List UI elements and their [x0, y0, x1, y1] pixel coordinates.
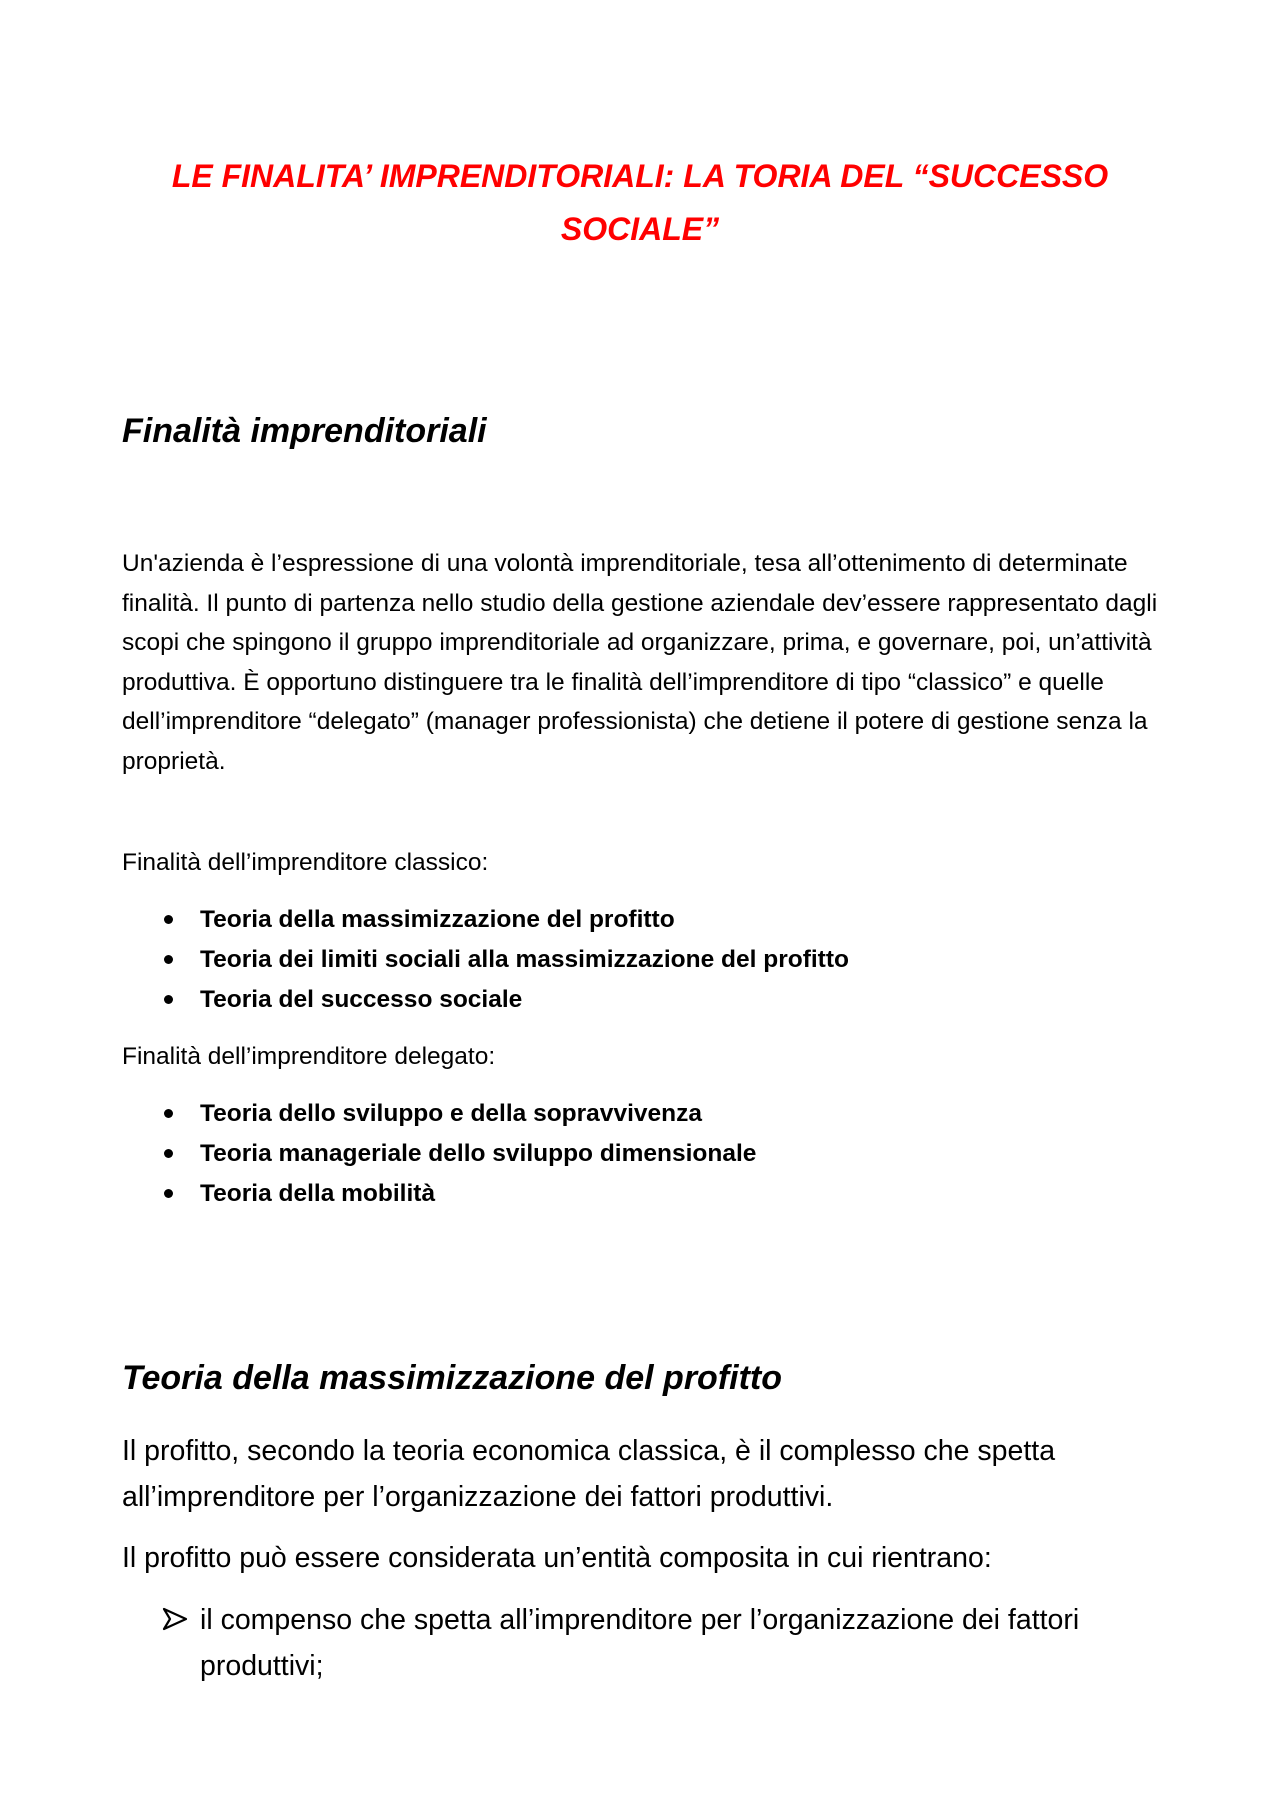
list-item-text: Teoria manageriale dello sviluppo dimensionale — [200, 1140, 757, 1167]
list-item-text: Teoria della mobilità — [200, 1180, 436, 1207]
list-item — [122, 1134, 1162, 1174]
list-item-text: Teoria del successo sociale — [200, 986, 523, 1013]
document-title: LE FINALITA’ IMPRENDITORIALI: LA TORIA DEL “SUCCESSO SOCIALE” — [171, 158, 1109, 247]
list-item-text: Teoria dei limiti sociali alla massimizzazione del profitto — [200, 946, 849, 973]
list-item-text: Teoria della massimizzazione del profitto — [200, 906, 675, 933]
profit-composition-paragraph: Il profitto può essere considerata un’entità composita in cui rientrano: — [122, 1542, 992, 1574]
list-item-text: Teoria dello sviluppo e della sopravvivenza — [200, 1100, 702, 1127]
section-heading-finalita: Finalità imprenditoriali — [122, 412, 487, 450]
bullet-icon — [164, 995, 173, 1004]
profit-components-list — [122, 1597, 1167, 1689]
classic-entrepreneur-label: Finalità dell’imprenditore classico: — [122, 849, 489, 876]
section-heading-massimizzazione: Teoria della massimizzazione del profitto — [122, 1359, 782, 1397]
bullet-icon — [164, 1189, 173, 1198]
delegate-goals-list — [122, 1094, 1162, 1214]
intro-paragraph: Un'azienda è l’espressione di una volontà imprenditoriale, tesa all’ottenimento di determinate finalità. Il punto di partenza nello studio della gestione aziendale dev’essere rappresentato dagli scopi che spingono il gruppo imprenditoriale ad organizzare, prima, e governare, poi, un’attività produttiva. È opportuno distinguere tra le finalità dell’imprenditore di tipo “classico” e quelle dell’imprenditore “delegato” (manager professionista) che detiene il potere di gestione senza la proprietà. — [122, 550, 1158, 775]
delegate-entrepreneur-label: Finalità dell’imprenditore delegato: — [122, 1043, 496, 1070]
bullet-icon — [164, 915, 173, 924]
bullet-icon — [164, 1149, 173, 1158]
list-item — [122, 900, 1162, 940]
list-item — [122, 1094, 1162, 1134]
list-item — [122, 980, 1162, 1020]
arrowhead-bullet-icon — [162, 1607, 188, 1631]
list-item — [122, 1597, 1167, 1689]
list-item — [122, 1174, 1162, 1214]
list-item-text: il compenso che spetta all’imprenditore per l’organizzazione dei fattori produttivi; — [200, 1604, 1080, 1682]
profit-definition-paragraph: Il profitto, secondo la teoria economica classica, è il complesso che spetta all’imprenditore per l’organizzazione dei fattori produttivi. — [122, 1435, 1056, 1513]
bullet-icon — [164, 1109, 173, 1118]
bullet-icon — [164, 955, 173, 964]
classic-goals-list — [122, 900, 1162, 1020]
list-item — [122, 940, 1162, 980]
